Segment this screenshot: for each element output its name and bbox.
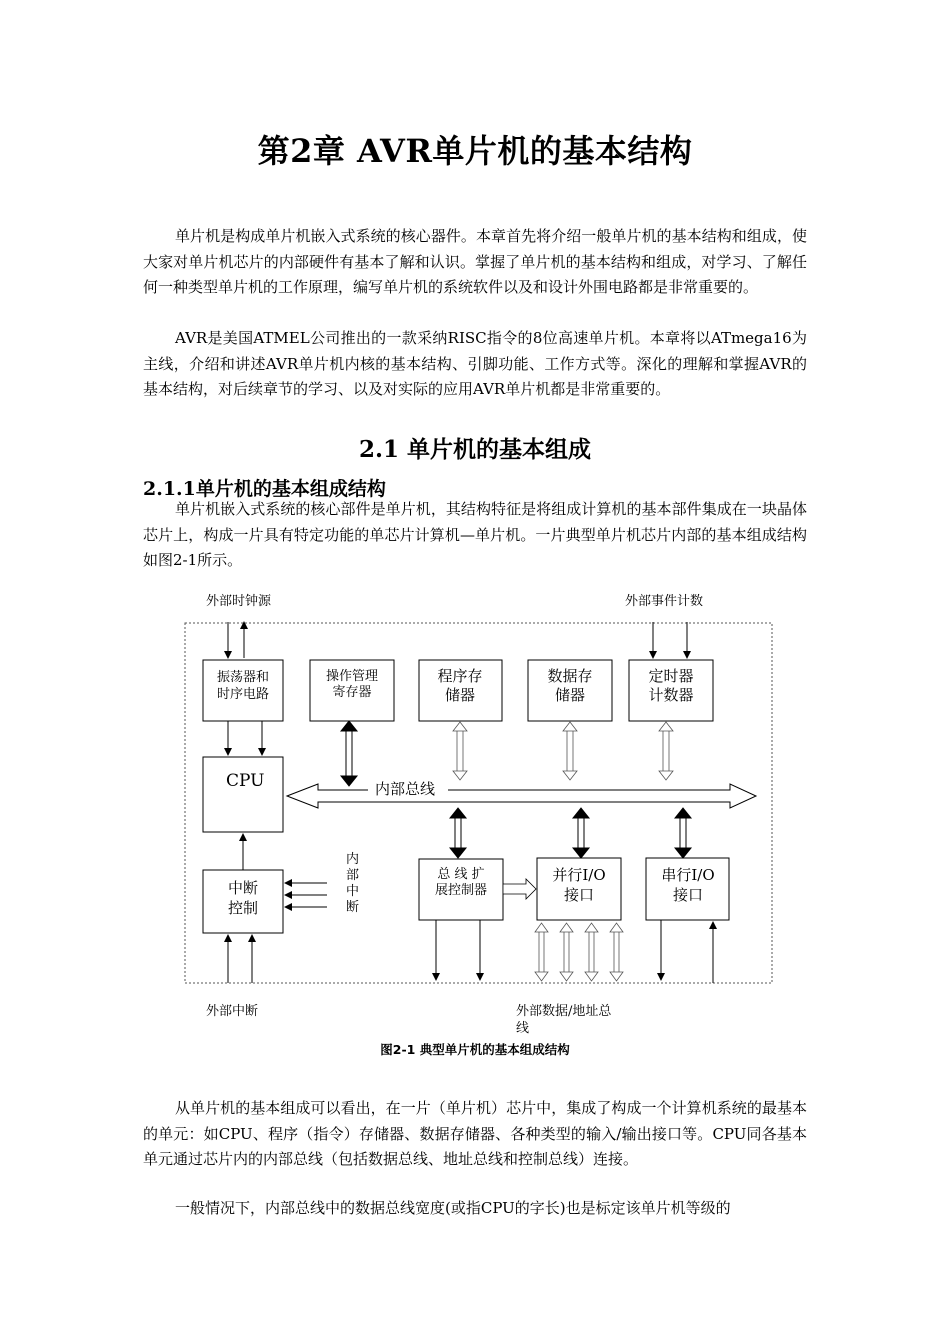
data-memory-block (528, 660, 612, 721)
cpu-block (203, 757, 283, 832)
section-title: 2.1 单片机的基本组成 (358, 436, 592, 463)
bus-ext-ctrl-label-1: 总 线 扩 (437, 867, 485, 882)
program-memory-label-1: 程序存 (437, 667, 483, 685)
cpu-label: CPU (226, 771, 265, 791)
ext-clock-label: 外部时钟源 (206, 594, 272, 609)
subsection-paragraph: 单片机嵌入式系统的核心部件是单片机，其结构特征是将组成计算机的基本部件集成在一块晶体芯片上，构成一片具有特定功能的单芯片计算机—单片机。一片典型单片机芯片内部的基本组成结构如图2-1所示。 (143, 500, 807, 569)
op-register-label-2: 寄存器 (332, 685, 372, 700)
intro-paragraph-2: AVR是美国ATMEL公司推出的一款采纳RISC指令的8位高速单片机。本章将以ATmega16为主线，介绍和讲述AVR单片机内核的基本结构、引脚功能、工作方式等。深化的理解和掌握AVR的基本结构，对后续章节的学习、以及对实际的应用AVR单片机都是非常重要的。 (143, 329, 807, 398)
op-register-bus-link (341, 721, 357, 786)
bus-ext-ctrl-label-2: 展控制器 (434, 883, 488, 898)
oscillator-label-2: 时序电路 (216, 687, 270, 702)
intro-paragraph-1: 单片机是构成单片机嵌入式系统的核心器件。本章首先将介绍一般单片机的基本结构和组成，使大家对单片机芯片的内部硬件有基本了解和认识。掌握了单片机的基本结构和组成，对学习、了解任何一种类型单片机的工作原理，编写单片机的系统软件以及和设计外围电路都是非常重要的。 (143, 227, 807, 296)
oscillator-label-1: 振荡器和 (216, 670, 270, 685)
interrupt-ctrl-label-2: 控制 (227, 899, 259, 917)
bus-ctrl-to-parallel-arrow (503, 879, 536, 899)
data-memory-label-1: 数据存 (547, 667, 593, 685)
after-paragraph-2: 一般情况下，内部总线中的数据总线宽度(或指CPU的字长)也是标定该单片机等级的 (175, 1199, 731, 1217)
program-memory-block (419, 660, 502, 721)
timer-label-2: 计数器 (648, 686, 694, 704)
block-diagram (0, 580, 950, 1040)
parallel-io-pins (535, 923, 623, 981)
svg-text:部: 部 (346, 868, 360, 883)
memory-bus-links (453, 722, 673, 780)
timer-label-1: 定时器 (648, 667, 694, 685)
data-memory-label-2: 储器 (554, 686, 586, 704)
timer-block (629, 660, 713, 721)
internal-interrupt-label (346, 851, 359, 915)
ext-bus-label-line1: 外部数据/地址总 (516, 1004, 612, 1019)
serial-io-label-2: 接口 (672, 886, 704, 904)
oscillator-block (203, 660, 283, 721)
serial-io-block (646, 858, 729, 920)
ext-interrupt-label: 外部中断 (206, 1004, 259, 1019)
bus-ext-ctrl-block (419, 859, 503, 920)
svg-text:内: 内 (346, 852, 360, 867)
interrupt-ctrl-label-1: 中断 (227, 879, 259, 897)
op-register-label-1: 操作管理 (325, 669, 379, 684)
svg-text:中: 中 (346, 884, 360, 899)
internal-bus-arrow (287, 784, 756, 808)
ext-bus-label-line2: 线 (516, 1021, 530, 1036)
chapter-title: 第2章 AVR单片机的基本结构 (257, 132, 693, 170)
figure-caption: 图2-1 典型单片机的基本组成结构 (380, 1042, 570, 1057)
parallel-io-label-2: 接口 (563, 886, 595, 904)
parallel-io-label-1: 并行I/O (552, 866, 606, 884)
program-memory-label-2: 储器 (444, 686, 476, 704)
op-register-block (310, 660, 394, 721)
io-bus-links (450, 808, 691, 858)
internal-bus-label: 内部总线 (375, 780, 436, 798)
after-paragraph-1: 从单片机的基本组成可以看出，在一片（单片机）芯片中，集成了构成一个计算机系统的最基本的单元：如CPU、程序（指令）存储器、数据存储器、各种类型的输入/输出接口等。CPU同各基本单元通过芯片内的内部总线（包括数据总线、地址总线和控制总线）连接。 (143, 1099, 807, 1168)
ext-event-label: 外部事件计数 (625, 594, 704, 609)
subsection-title: 2.1.1单片机的基本组成结构 (143, 478, 386, 500)
interrupt-ctrl-block (203, 870, 283, 933)
parallel-io-block (537, 858, 621, 920)
svg-text:断: 断 (346, 900, 360, 915)
serial-io-label-1: 串行I/O (661, 866, 715, 884)
